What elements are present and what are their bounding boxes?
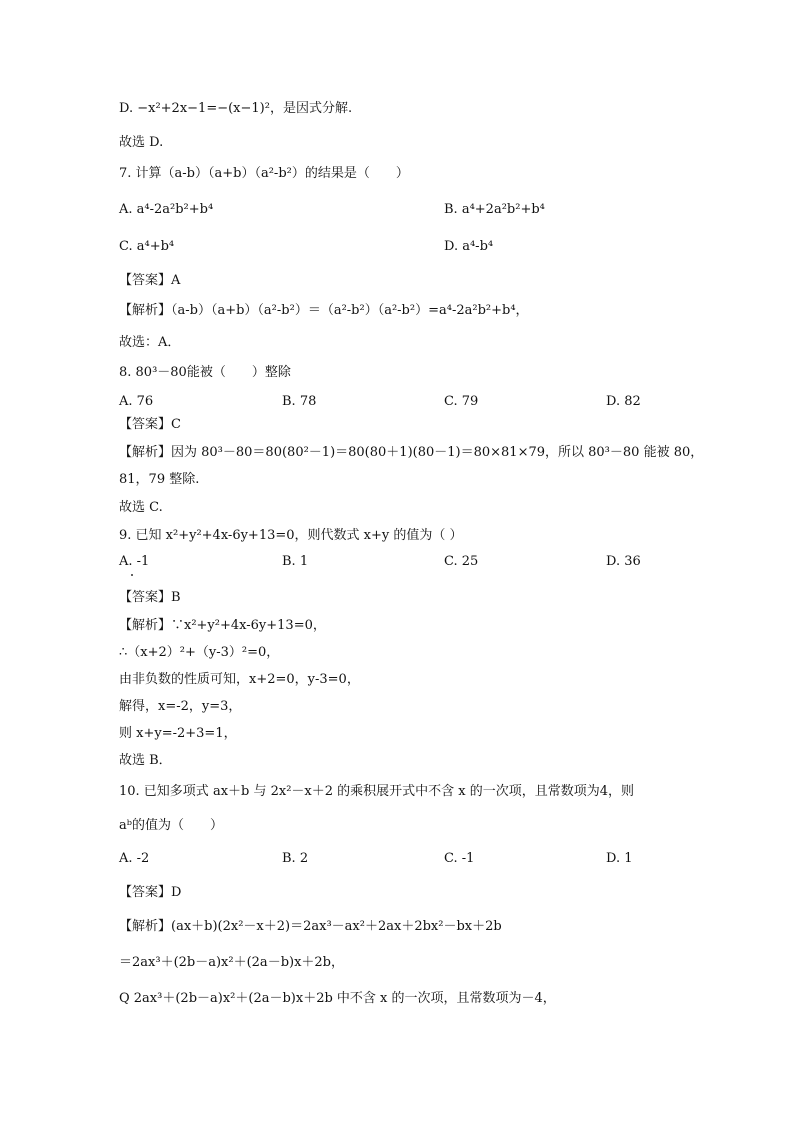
option-d-line: D. −x²+2x−1=−(x−1)²，是因式分解.	[119, 101, 353, 116]
q10-answer: 【答案】D	[119, 885, 182, 900]
q8-answer: 【答案】C	[119, 417, 181, 432]
q8-conclusion: 故选 C.	[119, 500, 163, 515]
question-10-line2: aᵇ的值为（ ）	[119, 818, 223, 833]
question-7: 7. 计算（a-b）（a+b）（a²-b²）的结果是（ ）	[119, 166, 409, 181]
q8-option-c: C. 79	[444, 394, 479, 409]
q7-option-a: A. a⁴-2a²b²+b⁴	[119, 202, 214, 217]
q9-option-b: B. 1	[282, 554, 309, 569]
q9-solution-line3: 由非负数的性质可知，x+2=0，y-3=0，	[119, 672, 360, 687]
q8-option-d: D. 82	[606, 394, 641, 409]
q9-conclusion: 故选 B．	[119, 753, 172, 768]
q10-solution-line3: Q 2ax³＋(2b－a)x²＋(2a－b)x＋2b 中不含 x 的一次项，且常数项为－4，	[119, 991, 556, 1006]
q8-option-b: B. 78	[282, 394, 317, 409]
q7-option-b: B. a⁴+2a²b²+b⁴	[444, 202, 545, 217]
q8-option-a: A. 76	[119, 394, 154, 409]
stray-dot	[131, 574, 133, 576]
q9-solution-line1: 【解析】∵x²+y²+4x-6y+13=0，	[119, 618, 326, 633]
q10-solution-line2: ＝2ax³＋(2b－a)x²＋(2a－b)x＋2b，	[119, 955, 345, 970]
q9-solution-line4: 解得，x=-2，y=3，	[119, 699, 242, 714]
q9-solution-line2: ∴（x+2）²+（y-3）²=0，	[119, 645, 280, 660]
question-10-line1: 10. 已知多项式 ax＋b 与 2x²－x＋2 的乘积展开式中不含 x 的一次项，且常数项为4，则	[119, 784, 635, 799]
q10-option-c: C. -1	[444, 851, 475, 866]
q9-option-c: C. 25	[444, 554, 479, 569]
question-9: 9. 已知 x²+y²+4x-6y+13=0，则代数式 x+y 的值为（ ）	[119, 528, 463, 543]
q7-option-d: D. a⁴-b⁴	[444, 239, 494, 254]
q10-solution-line1: 【解析】(ax＋b)(2x²－x＋2)＝2ax³－ax²＋2ax＋2bx²－bx＋2b	[119, 919, 502, 934]
q7-solution: 【解析】（a-b）（a+b）（a²-b²）＝（a²-b²）（a²-b²）=a⁴-2a²b²+b⁴，	[119, 303, 529, 318]
q10-option-a: A. -2	[119, 851, 150, 866]
q7-answer: 【答案】A	[119, 273, 181, 288]
conclusion-d: 故选 D.	[119, 135, 164, 150]
q8-solution-line2: 81，79 整除.	[119, 472, 200, 487]
q7-conclusion: 故选：A．	[119, 335, 181, 350]
q10-option-b: B. 2	[282, 851, 309, 866]
question-8: 8. 80³－80能被（ ）整除	[119, 365, 291, 380]
q9-solution-line5: 则 x+y=-2+3=1，	[119, 726, 237, 741]
q9-option-a: A. -1	[119, 554, 150, 569]
q7-option-c: C. a⁴+b⁴	[119, 239, 175, 254]
q8-solution-line1: 【解析】因为 80³－80＝80(80²－1)＝80(80＋1)(80－1)＝80×81×79，所以 80³－80 能被 80，	[119, 445, 704, 460]
q9-answer: 【答案】B	[119, 590, 181, 605]
q10-option-d: D. 1	[606, 851, 633, 866]
q9-option-d: D. 36	[606, 554, 641, 569]
